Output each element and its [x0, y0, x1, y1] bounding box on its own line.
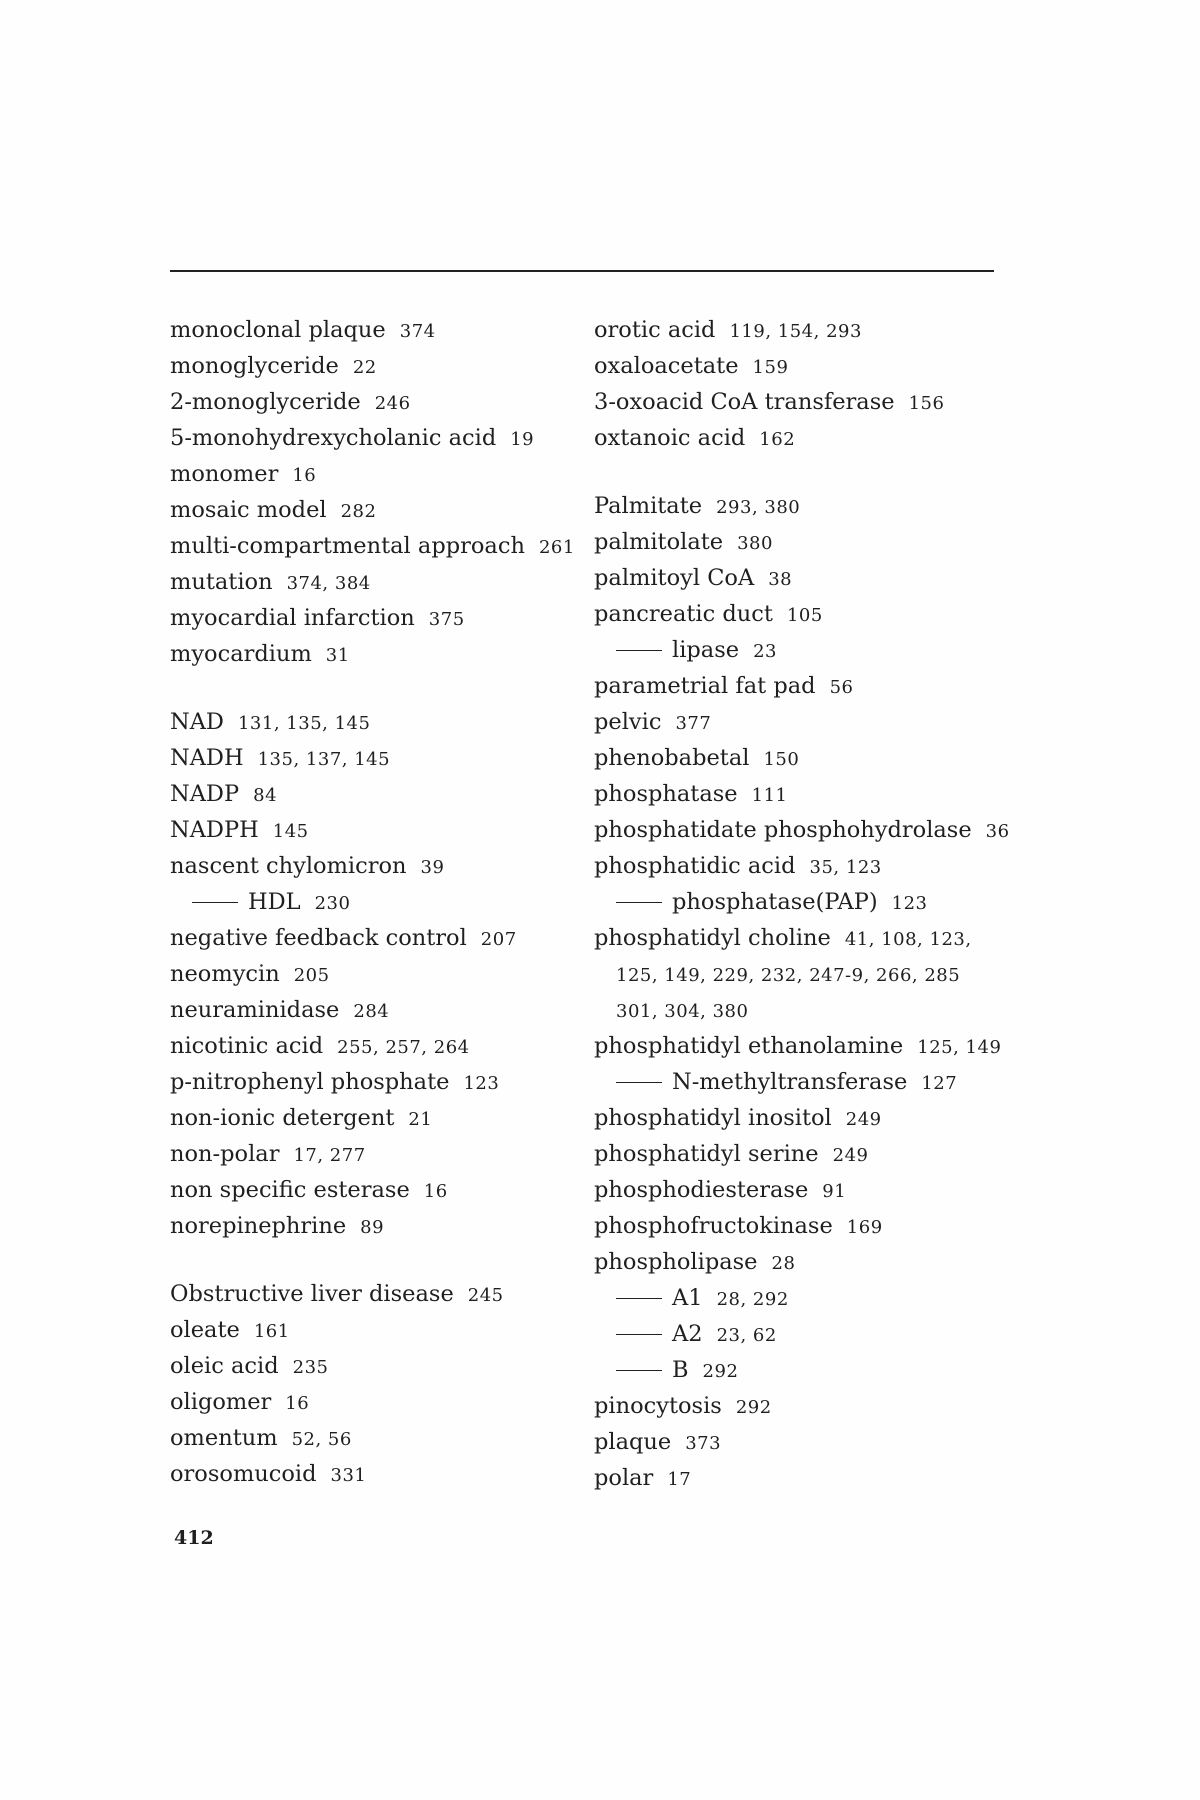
index-entry: oleic acid 235: [170, 1353, 329, 1379]
index-entry: nicotinic acid 255, 257, 264: [170, 1033, 470, 1059]
index-entry: oxtanoic acid 162: [594, 425, 796, 451]
index-entry: Obstructive liver disease 245: [170, 1281, 504, 1307]
index-entry: pancreatic duct 105: [594, 601, 823, 627]
index-entry: phosphatidyl inositol 249: [594, 1105, 882, 1131]
index-entry: non-polar 17, 277: [170, 1141, 366, 1167]
index-column-left: [170, 312, 590, 1492]
index-entry: palmitolate 380: [594, 529, 773, 555]
index-entry: phosphatase 111: [594, 781, 788, 807]
index-subentry: phosphatase(PAP) 123: [594, 884, 1054, 920]
index-entry: nascent chylomicron 39: [170, 853, 445, 879]
index-entry: neuraminidase 284: [170, 997, 390, 1023]
index-entry: polar 17: [594, 1465, 692, 1491]
index-entry: monoclonal plaque 374: [170, 317, 436, 343]
index-entry: phosphatidyl serine 249: [594, 1141, 869, 1167]
index-entry: multi-compartmental approach 261: [170, 533, 575, 559]
index-entry: non-ionic detergent 21: [170, 1105, 433, 1131]
repeat-dash: [616, 1334, 662, 1335]
section-gap: [170, 672, 590, 704]
index-entry: palmitoyl CoA 38: [594, 565, 793, 591]
index-entry: phenobabetal 150: [594, 745, 800, 771]
index-entry: neomycin 205: [170, 961, 330, 987]
index-entry: mutation 374, 384: [170, 569, 371, 595]
index-entry: NADPH 145: [170, 817, 309, 843]
index-entry: p-nitrophenyl phosphate 123: [170, 1069, 500, 1095]
index-entry: non specific esterase 16: [170, 1177, 448, 1203]
repeat-dash: [616, 1370, 662, 1371]
index-entry: 2-monoglyceride 246: [170, 389, 411, 415]
index-entry: orosomucoid 331: [170, 1461, 367, 1487]
index-column-right: [594, 312, 1054, 1496]
index-entry: NADP 84: [170, 781, 278, 807]
index-entry: negative feedback control 207: [170, 925, 517, 951]
index-entry: phosphatidic acid 35, 123: [594, 853, 882, 879]
index-entry: phosphatidate phosphohydrolase 36: [594, 817, 1010, 843]
index-subentry: HDL 230: [170, 884, 590, 920]
index-entry: NADH 135, 137, 145: [170, 745, 391, 771]
page-number: 412: [174, 1527, 214, 1549]
repeat-dash: [616, 1298, 662, 1299]
index-entry-continuation: 125, 149, 229, 232, 247-9, 266, 285: [616, 965, 961, 986]
index-entry: myocardium 31: [170, 641, 350, 667]
index-entry: phospholipase 28: [594, 1249, 796, 1275]
index-subentry: B 292: [594, 1352, 1054, 1388]
index-subentry: A2 23, 62: [594, 1316, 1054, 1352]
section-gap: [170, 1244, 590, 1276]
index-entry: parametrial fat pad 56: [594, 673, 854, 699]
index-entry: myocardial infarction 375: [170, 605, 465, 631]
index-entry: pinocytosis 292: [594, 1393, 772, 1419]
repeat-dash: [616, 902, 662, 903]
index-entry: 5-monohydrexycholanic acid 19: [170, 425, 535, 451]
index-entry: NAD 131, 135, 145: [170, 709, 371, 735]
index-entry: monomer 16: [170, 461, 317, 487]
repeat-dash: [192, 902, 238, 903]
top-rule: [170, 270, 994, 272]
index-subentry: A1 28, 292: [594, 1280, 1054, 1316]
repeat-dash: [616, 650, 662, 651]
index-entry: monoglyceride 22: [170, 353, 377, 379]
index-entry: phosphatidyl ethanolamine 125, 149: [594, 1033, 1002, 1059]
index-entry: oleate 161: [170, 1317, 290, 1343]
index-entry: norepinephrine 89: [170, 1213, 385, 1239]
index-entry: omentum 52, 56: [170, 1425, 352, 1451]
index-entry: phosphatidyl choline 41, 108, 123,: [594, 925, 972, 951]
index-entry: phosphofructokinase 169: [594, 1213, 883, 1239]
index-entry: phosphodiesterase 91: [594, 1177, 847, 1203]
index-entry: plaque 373: [594, 1429, 722, 1455]
index-subentry: lipase 23: [594, 632, 1054, 668]
index-subentry: N-methyltransferase 127: [594, 1064, 1054, 1100]
index-entry: orotic acid 119, 154, 293: [594, 317, 862, 343]
index-entry: oligomer 16: [170, 1389, 310, 1415]
index-entry-continuation: 301, 304, 380: [616, 1001, 749, 1022]
index-entry: pelvic 377: [594, 709, 712, 735]
section-gap: [594, 456, 1054, 488]
repeat-dash: [616, 1082, 662, 1083]
index-entry: 3-oxoacid CoA transferase 156: [594, 389, 945, 415]
index-entry: oxaloacetate 159: [594, 353, 789, 379]
index-entry: mosaic model 282: [170, 497, 377, 523]
index-entry: Palmitate 293, 380: [594, 493, 801, 519]
